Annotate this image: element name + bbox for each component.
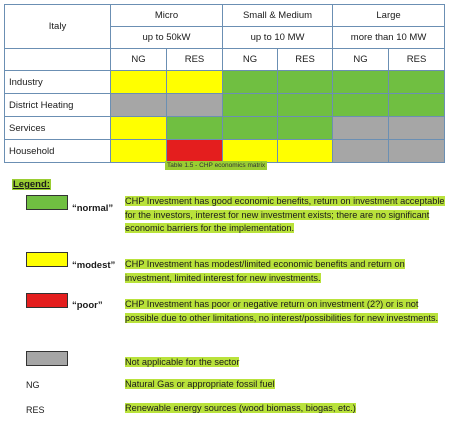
matrix-cell-green: [278, 117, 333, 140]
matrix-rows: [5, 71, 445, 163]
legend-label-normal: “normal”: [72, 203, 114, 214]
row-label: Services: [5, 117, 111, 140]
group-range-micro: up to 50kW: [111, 27, 223, 49]
group-header-large: Large: [333, 5, 445, 27]
matrix-cell-green: [223, 71, 278, 94]
legend-swatch-modest: [26, 252, 68, 267]
matrix-cell-grey: [333, 140, 389, 163]
subheader-micro-res: RES: [167, 49, 223, 71]
matrix-cell-grey: [389, 117, 445, 140]
abbr-res-text: Renewable energy sources (wood biomass, biogas, etc.): [125, 403, 356, 413]
matrix-cell-yellow: [167, 71, 223, 94]
abbr-ng-text: Natural Gas or appropriate fossil fuel: [125, 379, 275, 389]
matrix-cell-grey: [389, 140, 445, 163]
abbr-ng: NG: [26, 380, 40, 390]
matrix-cell-yellow: [278, 140, 333, 163]
subheader-blank: [5, 49, 111, 71]
table-row: [5, 94, 445, 117]
matrix-cell-green: [333, 94, 389, 117]
abbr-res: RES: [26, 405, 45, 415]
legend-text-not-applicable: Not applicable for the sector: [125, 357, 240, 367]
legend-swatch-normal: [26, 195, 68, 210]
subheader-small-ng: NG: [223, 49, 278, 71]
matrix-cell-green: [278, 71, 333, 94]
subheader-large-res: RES: [389, 49, 445, 71]
matrix-cell-grey: [167, 94, 223, 117]
matrix-cell-green: [167, 117, 223, 140]
corner-header: Italy: [5, 5, 111, 49]
legend-swatch-not-applicable: [26, 351, 68, 366]
matrix-cell-green: [389, 94, 445, 117]
legend-swatch-poor: [26, 293, 68, 308]
legend-label-modest: “modest”: [72, 260, 116, 271]
matrix-cell-yellow: [111, 117, 167, 140]
row-label: Household: [5, 140, 111, 163]
table-caption: Table 1.5 - CHP economics matrix: [167, 162, 266, 169]
matrix-cell-red: [167, 140, 223, 163]
matrix-cell-yellow: [111, 71, 167, 94]
group-header-small-medium: Small & Medium: [223, 5, 333, 27]
row-label: Industry: [5, 71, 111, 94]
matrix-cell-yellow: [223, 140, 278, 163]
matrix-cell-green: [389, 71, 445, 94]
matrix-cell-grey: [333, 117, 389, 140]
table-row: [5, 140, 445, 163]
legend-text-normal: CHP Investment has good economic benefits, return on investment acceptable for the investors, interest for new investment exists; there are no significant economic barriers for the implementation.: [125, 196, 445, 233]
legend-text-poor: CHP Investment has poor or negative return on investment (2?) or is not possible due to other limitations, no interest/possibilities for new investments.: [125, 299, 439, 323]
chp-economics-matrix: [4, 4, 445, 163]
group-range-large: more than 10 MW: [333, 27, 445, 49]
matrix-cell-yellow: [111, 140, 167, 163]
legend-label-poor: “poor”: [72, 300, 103, 311]
matrix-cell-green: [333, 71, 389, 94]
legend-title: Legend:: [13, 179, 50, 190]
subheader-large-ng: NG: [333, 49, 389, 71]
legend-text-modest: CHP Investment has modest/limited economic benefits and return on investment, limited interest for new investments.: [125, 259, 405, 283]
table-row: [5, 71, 445, 94]
matrix-cell-green: [278, 94, 333, 117]
matrix-cell-green: [223, 117, 278, 140]
matrix-cell-grey: [111, 94, 167, 117]
subheader-small-res: RES: [278, 49, 333, 71]
subheader-micro-ng: NG: [111, 49, 167, 71]
group-header-micro: Micro: [111, 5, 223, 27]
group-range-small-medium: up to 10 MW: [223, 27, 333, 49]
matrix-cell-green: [223, 94, 278, 117]
row-label: District Heating: [5, 94, 111, 117]
table-row: [5, 117, 445, 140]
